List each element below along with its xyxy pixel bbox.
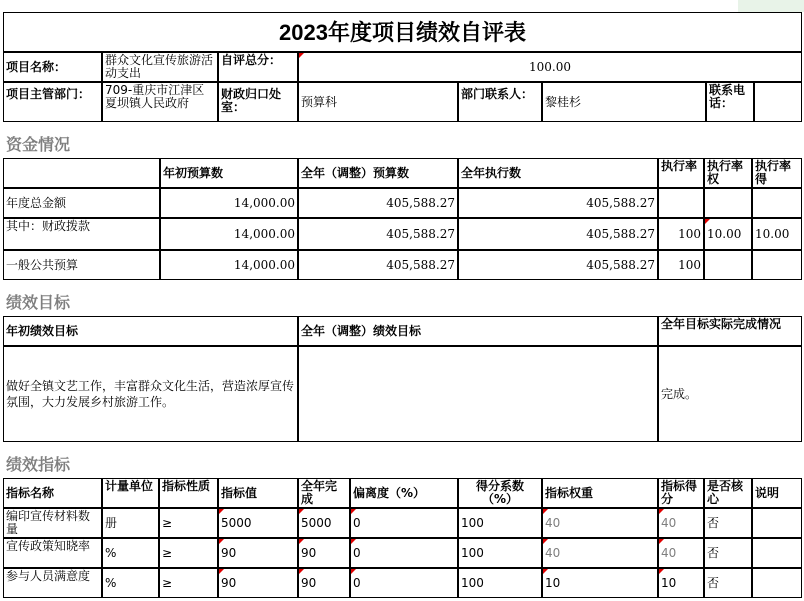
funds-header-rate-score: 执行率得 <box>752 158 802 188</box>
department-value: 709-重庆市江津区夏坝镇人民政府 <box>102 82 218 122</box>
sheet-corner-highlight <box>738 0 804 12</box>
funds-header-executed: 全年执行数 <box>458 158 658 188</box>
comment-marker <box>219 569 224 574</box>
self-score-value: 100.00 <box>298 52 802 82</box>
ind-row-weight: 10 <box>542 568 658 598</box>
funds-header-rate: 执行率 <box>658 158 704 188</box>
comment-marker <box>219 509 224 514</box>
comment-marker <box>351 539 356 544</box>
ind-row-core: 否 <box>704 508 752 538</box>
ind-row-coef: 100 <box>458 568 542 598</box>
ind-row-value: 5000 <box>218 508 298 538</box>
funds-row-rate <box>658 188 704 218</box>
comment-marker <box>543 509 548 514</box>
funds-row-rate: 100 <box>658 250 704 280</box>
funds-row-label: 一般公共预算 <box>3 250 160 280</box>
comment-marker <box>543 569 548 574</box>
self-score-label: 自评总分： <box>218 52 298 82</box>
goals-header-actual: 全年目标实际完成情况 <box>658 316 802 346</box>
ind-row-name: 宣传政策知晓率 <box>3 538 102 568</box>
ind-row-core: 否 <box>704 538 752 568</box>
ind-row-done: 90 <box>298 568 350 598</box>
ind-row-deviation: 0 <box>350 538 458 568</box>
funds-row-weight <box>704 250 752 280</box>
ind-row-note <box>752 538 802 568</box>
ind-row-done: 90 <box>298 538 350 568</box>
comment-marker <box>351 569 356 574</box>
comment-marker <box>351 509 356 514</box>
ind-row-deviation: 0 <box>350 568 458 598</box>
phone-label: 联系电话： <box>706 82 754 122</box>
comment-marker <box>705 219 710 224</box>
ind-header-note: 说明 <box>752 478 802 508</box>
funds-row-score <box>752 188 802 218</box>
ind-row-coef: 100 <box>458 508 542 538</box>
funds-header-rate-weight: 执行率权 <box>704 158 752 188</box>
ind-row-name: 参与人员满意度 <box>3 568 102 598</box>
comment-marker <box>299 539 304 544</box>
contact-label: 部门联系人： <box>458 82 542 122</box>
funds-row-adjusted: 405,588.27 <box>298 188 458 218</box>
page-title: 2023年度项目绩效自评表 <box>3 12 802 52</box>
comment-marker <box>659 569 664 574</box>
ind-row-note <box>752 568 802 598</box>
ind-row-name: 编印宣传材料数量 <box>3 508 102 538</box>
ind-row-nature: ≥ <box>159 568 218 598</box>
ind-header-coef: 得分系数（%） <box>458 478 542 508</box>
funds-header-initial: 年初预算数 <box>160 158 298 188</box>
ind-header-name: 指标名称 <box>3 478 102 508</box>
funds-row-initial: 14,000.00 <box>160 250 298 280</box>
comment-marker <box>659 509 664 514</box>
funds-row-label: 其中：财政拨款 <box>3 218 160 250</box>
ind-row-weight: 40 <box>542 538 658 568</box>
ind-header-done: 全年完成 <box>298 478 350 508</box>
funds-section-title: 资金情况 <box>6 137 71 154</box>
comment-marker <box>299 509 304 514</box>
ind-header-weight: 指标权重 <box>542 478 658 508</box>
finance-office-value: 预算科 <box>298 82 458 122</box>
funds-row-adjusted: 405,588.27 <box>298 250 458 280</box>
funds-header-adjusted: 全年（调整）预算数 <box>298 158 458 188</box>
ind-row-nature: ≥ <box>159 508 218 538</box>
ind-row-core: 否 <box>704 568 752 598</box>
funds-row-rate: 100 <box>658 218 704 250</box>
comment-marker <box>299 569 304 574</box>
funds-row-weight <box>704 188 752 218</box>
ind-row-nature: ≥ <box>159 538 218 568</box>
ind-row-note <box>752 508 802 538</box>
project-name-value: 群众文化宣传旅游活动支出 <box>102 52 218 82</box>
ind-row-value: 90 <box>218 568 298 598</box>
ind-row-coef: 100 <box>458 538 542 568</box>
ind-row-unit: % <box>102 538 159 568</box>
funds-row-label: 年度总金额 <box>3 188 160 218</box>
comment-marker <box>219 539 224 544</box>
funds-row-executed: 405,588.27 <box>458 250 658 280</box>
comment-marker <box>659 539 664 544</box>
department-label: 项目主管部门： <box>3 82 102 122</box>
ind-row-value: 90 <box>218 538 298 568</box>
ind-row-score: 40 <box>658 508 704 538</box>
funds-row-initial: 14,000.00 <box>160 218 298 250</box>
ind-row-weight: 40 <box>542 508 658 538</box>
ind-header-deviation: 偏离度（%） <box>350 478 458 508</box>
ind-row-score: 40 <box>658 538 704 568</box>
indicators-section-title: 绩效指标 <box>6 457 71 474</box>
ind-header-score: 指标得分 <box>658 478 704 508</box>
ind-row-score: 10 <box>658 568 704 598</box>
ind-row-unit: % <box>102 568 159 598</box>
phone-value <box>754 82 802 122</box>
goals-initial-text: 做好全镇文艺工作，丰富群众文化生活，营造浓厚宣传氛围，大力发展乡村旅游工作。 <box>3 346 298 442</box>
ind-row-deviation: 0 <box>350 508 458 538</box>
ind-header-value: 指标值 <box>218 478 298 508</box>
finance-office-label: 财政归口处室： <box>218 82 298 122</box>
funds-row-adjusted: 405,588.27 <box>298 218 458 250</box>
project-name-label: 项目名称： <box>3 52 102 82</box>
comment-marker <box>299 53 304 58</box>
ind-row-done: 5000 <box>298 508 350 538</box>
funds-row-executed: 405,588.27 <box>458 218 658 250</box>
goals-adjusted-text <box>298 346 658 442</box>
contact-value: 黎桂杉 <box>542 82 706 122</box>
goals-actual-text: 完成。 <box>658 346 802 442</box>
ind-header-core: 是否核心 <box>704 478 752 508</box>
funds-header-blank <box>3 158 160 188</box>
ind-header-nature: 指标性质 <box>159 478 218 508</box>
ind-header-unit: 计量单位 <box>102 478 159 508</box>
goals-section-title: 绩效目标 <box>6 295 71 312</box>
funds-row-weight: 10.00 <box>704 218 752 250</box>
goals-header-adjusted: 全年（调整）绩效目标 <box>298 316 658 346</box>
ind-row-unit: 册 <box>102 508 159 538</box>
funds-row-initial: 14,000.00 <box>160 188 298 218</box>
funds-row-executed: 405,588.27 <box>458 188 658 218</box>
goals-header-initial: 年初绩效目标 <box>3 316 298 346</box>
funds-row-score: 10.00 <box>752 218 802 250</box>
comment-marker <box>543 539 548 544</box>
funds-row-score <box>752 250 802 280</box>
